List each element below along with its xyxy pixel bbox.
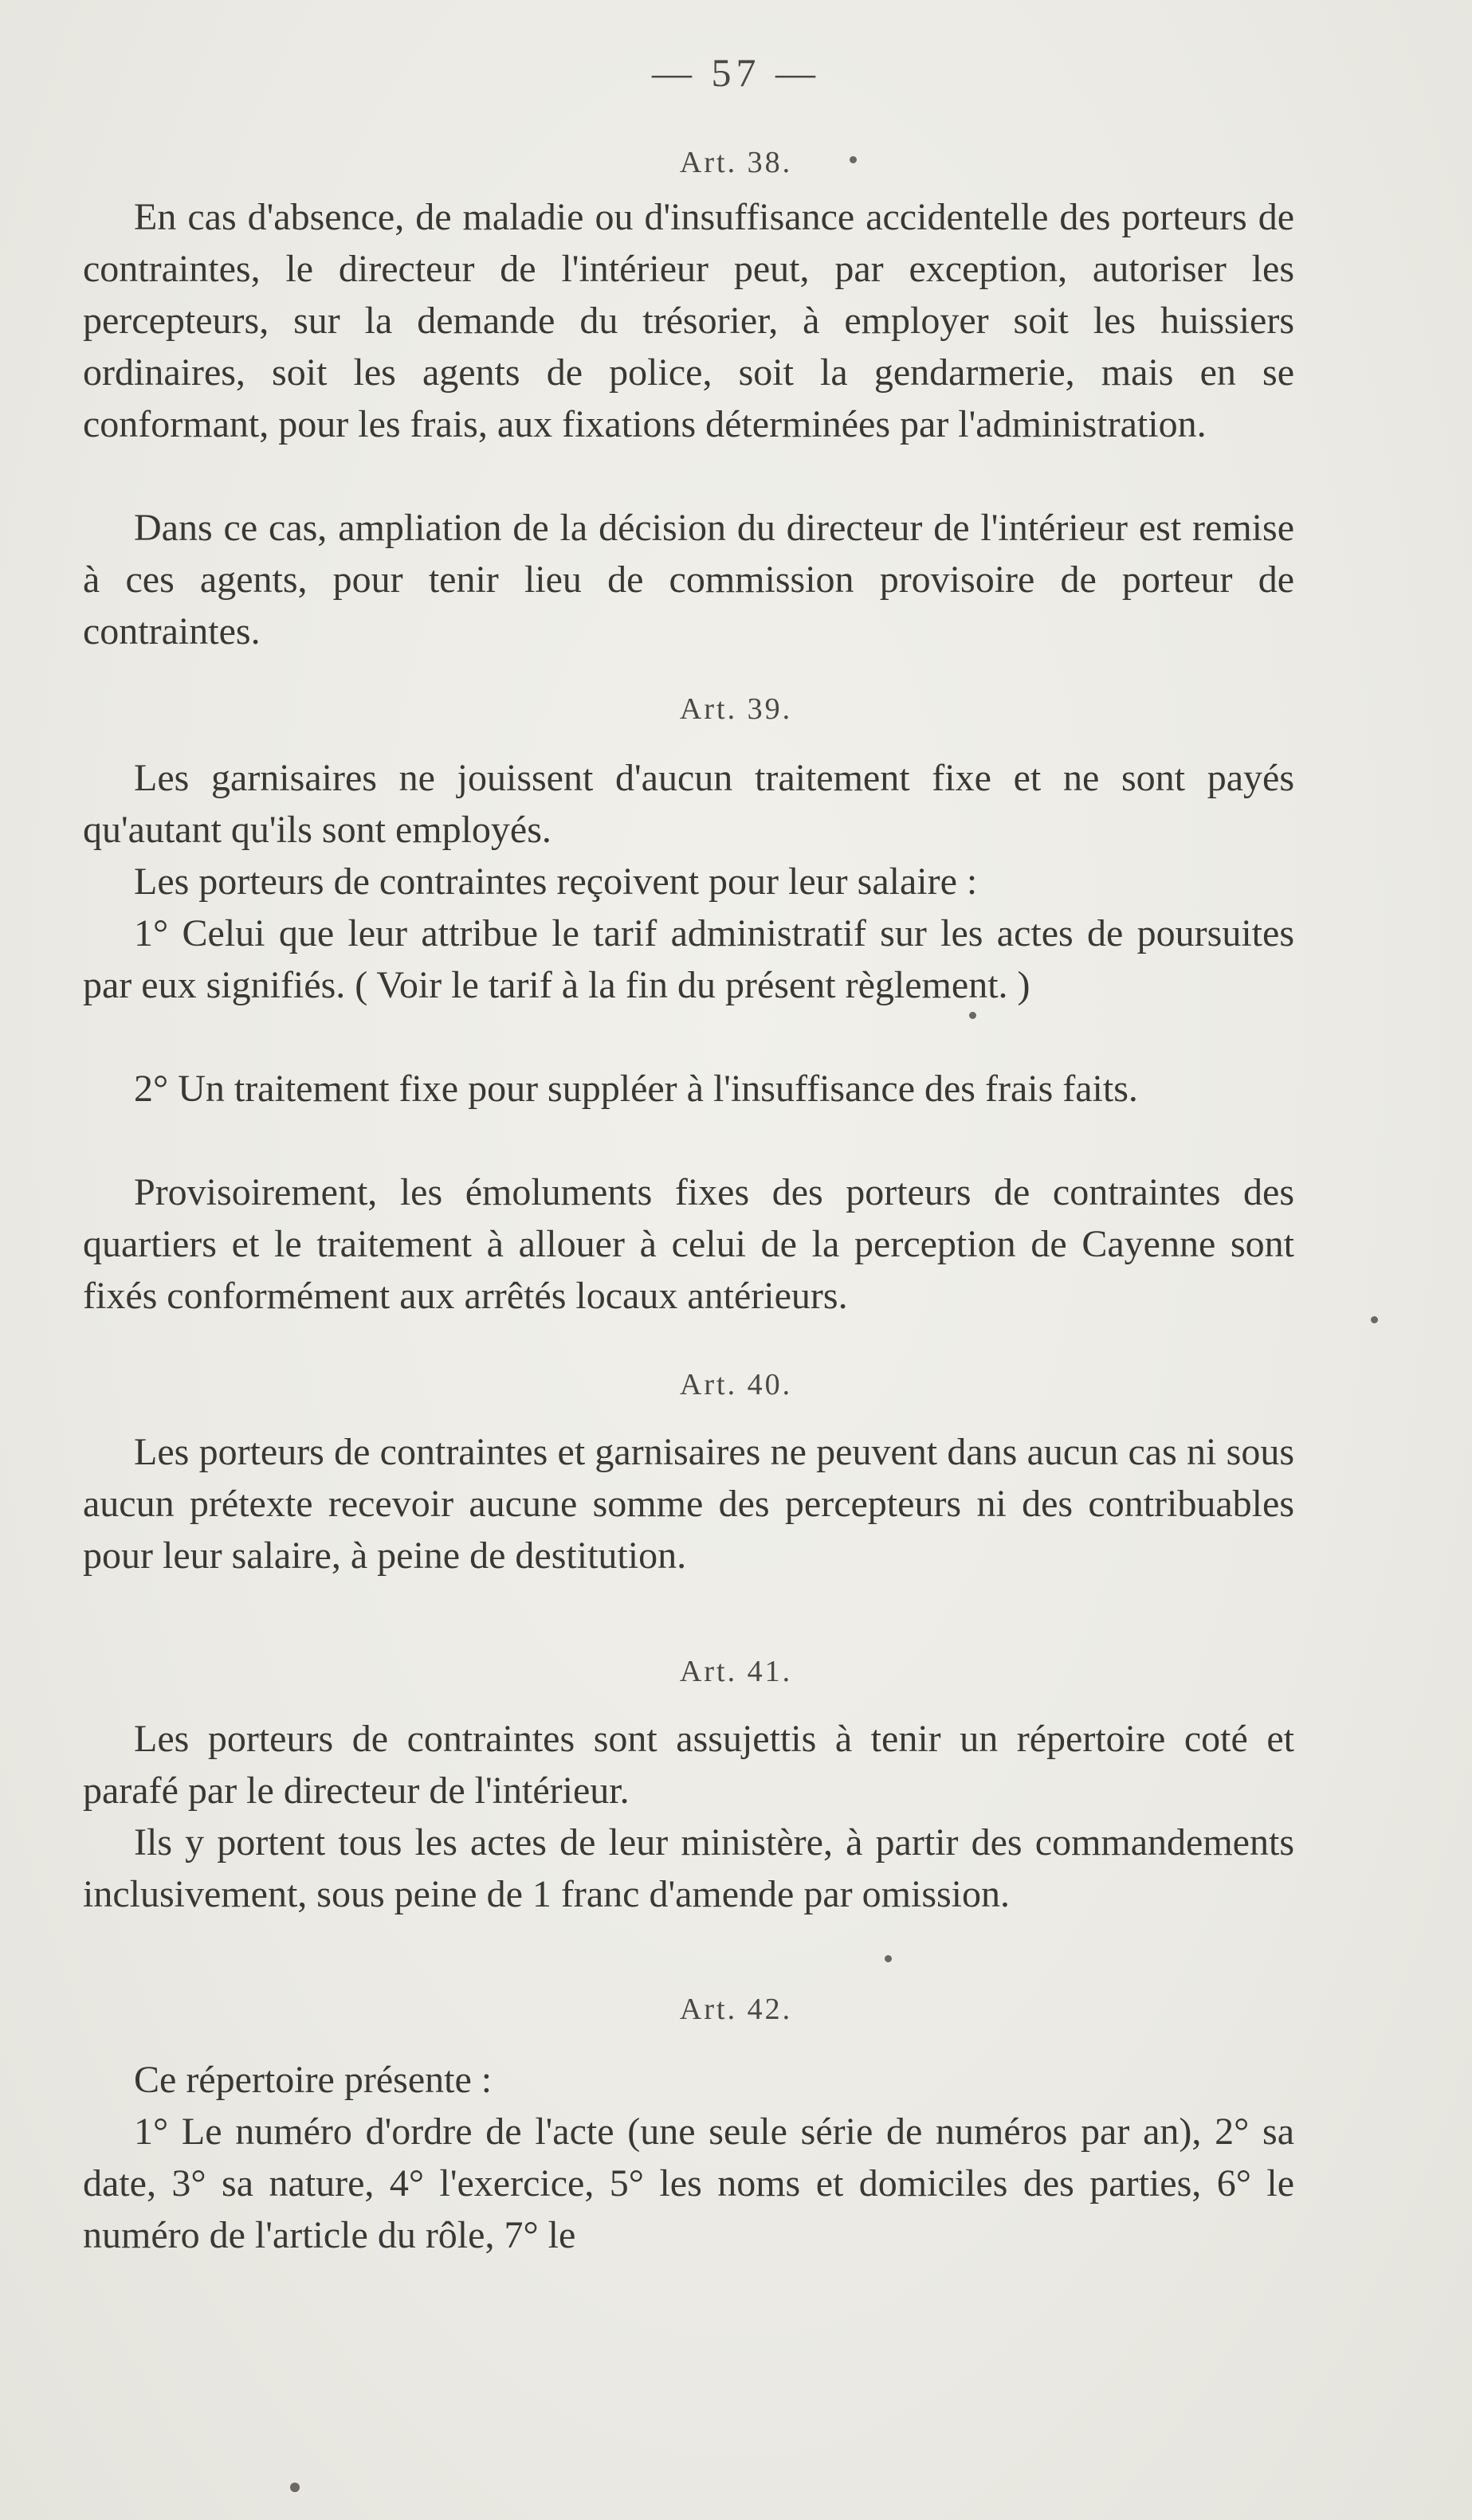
article-41-paragraph-2: Ils y portent tous les actes de leur ministère, à partir des commandements inclusivement, sous peine de 1 franc d'amende par omission. bbox=[83, 1821, 1294, 1915]
scan-speck bbox=[1371, 1316, 1378, 1323]
article-39-paragraph-5: Provisoirement, les émoluments fixes des porteurs de contraintes des quartiers et le traitement à allouer à celui de la perception de Cayenne sont fixés conformément aux arrêtés locaux antérieurs. bbox=[83, 1171, 1294, 1317]
article-39-paragraph-2: Les porteurs de contraintes reçoivent pour leur salaire : bbox=[134, 860, 978, 903]
scan-speck bbox=[885, 1955, 892, 1962]
scan-speck bbox=[850, 156, 857, 163]
article-38-paragraph-2: Dans ce cas, ampliation de la décision du directeur de l'intérieur est remise à ces agents, pour tenir lieu de commission provisoire de porteur de contraintes. bbox=[83, 507, 1294, 653]
article-38-paragraph-1: En cas d'absence, de maladie ou d'insuffisance accidentelle des porteurs de contraintes, le directeur de l'intérieur peut, par exception, autoriser les percepteurs, sur la demande du trésorier, à employer soit les huissiers ordinaires, soit les agents de police, soit la gendarmerie, mais en se conformant, pour les frais, aux fixations déterminées par l'administration. bbox=[83, 196, 1294, 445]
article-40-heading: Art. 40. bbox=[679, 1368, 793, 1401]
article-42-paragraph-1: Ce répertoire présente : bbox=[134, 2059, 493, 2101]
article-39-paragraph-1: Les garnisaires ne jouissent d'aucun traitement fixe et ne sont payés qu'autant qu'ils sont employés. bbox=[83, 757, 1294, 851]
article-38-heading: Art. 38. bbox=[679, 146, 793, 179]
scan-speck bbox=[290, 2483, 300, 2492]
article-42-paragraph-2: 1° Le numéro d'ordre de l'acte (une seule série de numéros par an), 2° sa date, 3° sa nature, 4° l'exercice, 5° les noms et domiciles des parties, 6° le numéro de l'article du rôle, 7° le bbox=[83, 2110, 1294, 2256]
scan-speck bbox=[969, 1012, 976, 1019]
article-41-heading: Art. 41. bbox=[679, 1655, 793, 1688]
article-39-paragraph-4: 2° Un traitement fixe pour suppléer à l'insuffisance des frais faits. bbox=[134, 1068, 1138, 1110]
article-39-heading: Art. 39. bbox=[679, 692, 793, 726]
article-42-heading: Art. 42. bbox=[679, 1993, 793, 2026]
page-number: — 57 — bbox=[652, 50, 820, 95]
article-41-paragraph-1: Les porteurs de contraintes sont assujettis à tenir un répertoire coté et parafé par le directeur de l'intérieur. bbox=[83, 1718, 1294, 1812]
article-40-paragraph-1: Les porteurs de contraintes et garnisaires ne peuvent dans aucun cas ni sous aucun prétexte recevoir aucune somme des percepteurs ni des contribuables pour leur salaire, à peine de destitution. bbox=[83, 1431, 1294, 1577]
article-39-paragraph-3: 1° Celui que leur attribue le tarif administratif sur les actes de poursuites par eux signifiés. ( Voir le tarif à la fin du présent règlement. ) bbox=[83, 912, 1294, 1006]
